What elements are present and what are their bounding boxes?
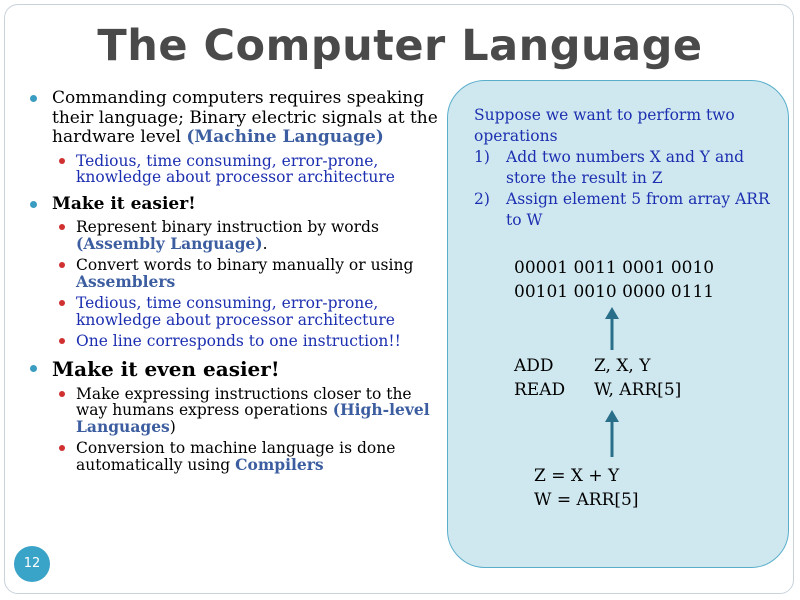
assembly-op: ADD [514,356,554,376]
sub-bullet-text: Convert words to binary manually or using [76,256,414,274]
sub-bullet-dot [59,224,65,230]
sub-bullet-dot [59,445,65,451]
slide-number-badge: 12 [14,546,50,582]
sub-bullet [26,440,446,473]
sub-bullet-text: Make expressing instructions closer to the way humans express operations [76,384,412,419]
operation-item [474,189,774,231]
operation-item [474,147,774,189]
sub-bullet-text: One line corresponds to one instruction!! [76,332,401,350]
operation-number: 2) [474,190,490,208]
sub-bullet-dot [59,338,65,344]
sub-bullet-text: Represent binary instruction by words [76,218,379,236]
bullet-dot [30,95,37,102]
high-level-code-block [534,464,638,512]
sub-bullet [26,219,446,252]
sub-bullet-dot [59,300,65,306]
bullet-highlight: (Machine Language) [186,127,384,147]
assembly-code-block [514,354,681,402]
sub-bullet-text-end: ) [169,417,176,436]
operation-text: Add two numbers X and Y and store the result in Z [506,148,745,187]
bullet-dot [30,365,37,372]
machine-code-line: 00101 0010 0000 0111 [514,282,715,302]
sub-bullet [26,333,446,350]
sub-bullet [26,153,446,186]
assembly-op: READ [514,380,566,400]
sub-bullet-text-end: . [262,234,268,253]
panel-intro: Suppose we want to perform two operations [474,106,735,145]
high-level-line: Z = X + Y [534,466,620,486]
bullet-list [26,88,446,478]
sub-bullet-dot [59,391,65,397]
bullet-dot [30,201,37,208]
sub-bullet-highlight: (High-level Languages [76,400,430,436]
bullet-text: Make it easier! [52,193,196,214]
bullet-machine-language [26,88,446,147]
bullet-make-it-even-easier [26,358,446,380]
slide-title: The Computer Language [97,21,703,71]
sub-bullet [26,257,446,290]
sub-bullet [26,295,446,328]
up-arrow-icon [602,409,622,459]
bullet-make-it-easier [26,194,446,214]
sub-bullet-highlight: Compilers [235,454,324,474]
machine-code-block [514,256,714,304]
assembly-line [514,354,681,378]
operation-text: Assign element 5 from array ARR to W [506,190,770,229]
assembly-args: W, ARR[5] [594,380,682,400]
bullet-text: Commanding computers requires speaking their language; Binary electric signals at the hardware level [52,88,438,147]
sub-bullet-highlight: (Assembly Language) [76,233,263,253]
sub-bullet-text: Tedious, time consuming, error-prone, knowledge about processor architecture [76,294,395,329]
assembly-line [514,378,681,402]
bullet-text: Make it even easier! [52,356,280,381]
operation-number: 1) [474,148,490,166]
operations-list [474,147,774,231]
high-level-line: W = ARR[5] [534,490,639,510]
sub-bullet-dot [59,158,65,164]
up-arrow-icon [602,306,622,352]
sub-bullet-dot [59,262,65,268]
sub-bullet-highlight: Assemblers [76,271,176,291]
example-panel [447,80,789,568]
machine-code-line: 00001 0011 0001 0010 [514,258,715,278]
sub-bullet-text: Tedious, time consuming, error-prone, knowledge about processor architecture [76,151,395,186]
assembly-args: Z, X, Y [594,356,651,376]
sub-bullet [26,386,446,436]
sub-bullet-text: Conversion to machine language is done automatically using [76,439,396,474]
